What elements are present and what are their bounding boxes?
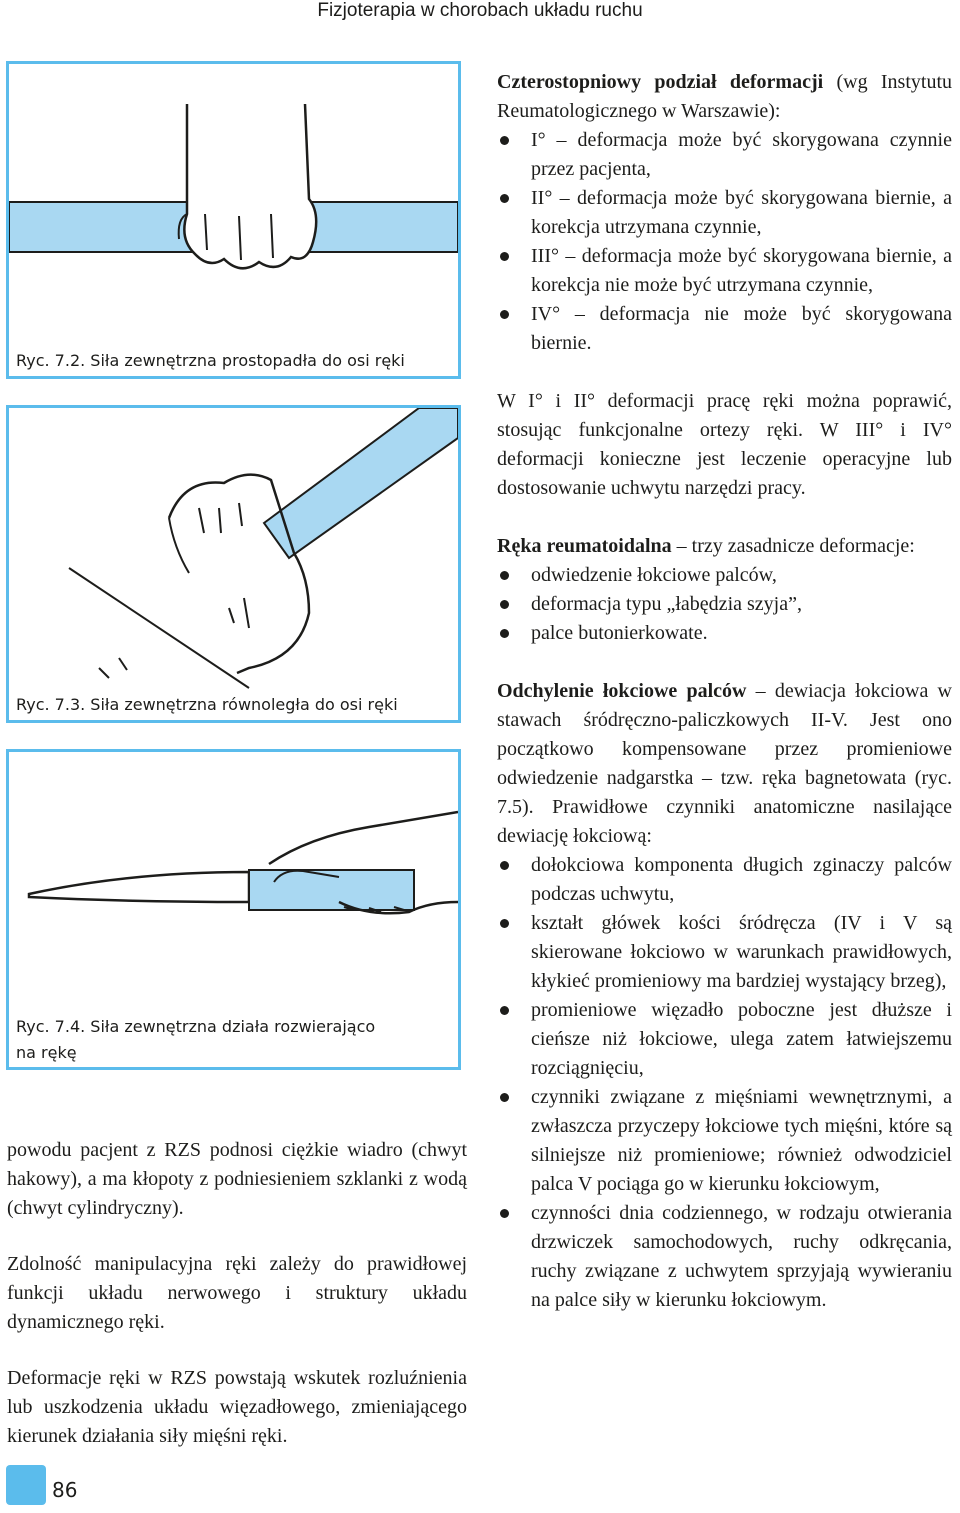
ulnar-deviation-text: – dewiacja łokciowa w stawach śródręczno-paliczkowych II-V. Jest ono początkowo kompensowane przez promieniowe odwiedzenie nadgarstka – tzw. ręka bagnetowata (ryc. 7.5). Prawidłowe czynniki anatomiczne nasilające dewiację łokciową: — [497, 680, 952, 847]
page-number: 86 — [52, 1478, 78, 1502]
ulnar-deviation-heading: Odchylenie łokciowe palców — [497, 680, 747, 702]
list-item: I° – deformacja może być skorygowana czynnie przez pacjenta, — [497, 126, 952, 184]
list-item: promieniowe więzadło poboczne jest dłuższe i cieńsze niż łokciowe, ulega zatem łatwiejszemu rozciągnięciu, — [497, 996, 952, 1083]
list-item: odwiedzenie łokciowe palców, — [497, 561, 952, 590]
running-header: Fizjoterapia w chorobach układu ruchu — [317, 0, 643, 21]
list-item: palce butonierkowate. — [497, 619, 952, 648]
paragraph-grip-example: powodu pacjent z RZS podnosi ciężkie wiadro (chwyt hakowy), a ma kłopoty z podniesieniem szklanki z wodą (chwyt cylindryczny). — [7, 1139, 467, 1219]
list-item: czynności dnia codziennego, w rodzaju otwierania drzwiczek samochodowych, ruchy odkręcania, ruchy związane z uchwytem sprzyjają wywieraniu na palce siły w kierunku łokciowym. — [497, 1199, 952, 1315]
paragraph-orthoses: W I° i II° deformacji pracę ręki można poprawić, stosując funkcjonalne ortezy ręki. W III° i IV° deformacji konieczne jest leczenie operacyjne lub dostosowanie uchwytu narzędzi pracy. — [497, 390, 952, 499]
list-item: II° – deformacja może być skorygowana biernie, a korekcja utrzymana czynnie, — [497, 184, 952, 242]
list-item: IV° – deformacja nie może być skorygowana biernie. — [497, 300, 952, 358]
list-item: deformacja typu „łabędzia szyja”, — [497, 590, 952, 619]
figure-7-4-caption-line2: na rękę — [16, 1043, 77, 1062]
list-item: III° – deformacja może być skorygowana biernie, a korekcja nie może być utrzymana czynnie, — [497, 242, 952, 300]
list-item: czynniki związane z mięśniami wewnętrznymi, a zwłaszcza przyczepy łokciowe tych mięśni, które są silniejsze niż promieniowe; również odwodziciel palca V pociąga go w kierunku łokciowym, — [497, 1083, 952, 1199]
deformation-grades-list — [497, 126, 952, 358]
ulnar-deviation-paragraph — [497, 677, 952, 851]
rheumatoid-hand-rest: – trzy zasadnicze deformacje: — [671, 535, 915, 557]
figure-7-4-caption-line1: Ryc. 7.4. Siła zewnętrzna działa rozwierająco — [16, 1017, 376, 1036]
hand-perpendicular-illustration — [9, 64, 458, 376]
rheumatoid-hand-heading: Ręka reumatoidalna — [497, 535, 672, 557]
figure-7-4 — [6, 749, 461, 1070]
figure-7-3 — [6, 405, 461, 723]
bar-shape — [264, 408, 458, 558]
ulnar-deviation-factors-list — [497, 851, 952, 1315]
page-tab-marker — [6, 1465, 46, 1505]
figure-7-2 — [6, 61, 461, 379]
rheumatoid-deformations-list — [497, 561, 952, 648]
paragraph-manipulation: Zdolność manipulacyjna ręki zależy do prawidłowej funkcji układu nerwowego i struktury układu dynamicznego ręki. — [7, 1253, 467, 1333]
hand-parallel-illustration — [9, 408, 458, 720]
paragraph-deformation-cause: Deformacje ręki w RZS powstają wskutek rozluźnienia lub uszkodzenia układu więzadłowego, zmieniającego kierunek działania siły mięśni ręki. — [7, 1367, 467, 1447]
left-column — [7, 1136, 467, 1451]
list-item: dołokciowa komponenta długich zginaczy palców podczas uchwytu, — [497, 851, 952, 909]
figure-7-2-caption: Ryc. 7.2. Siła zewnętrzna prostopadła do osi ręki — [16, 351, 405, 370]
right-column — [497, 68, 952, 1315]
deformation-grades-source: (wg Instytutu Reumatologicznego w Warszawie): — [497, 71, 952, 122]
deformation-grades-heading: Czterostopniowy podział deformacji — [497, 71, 824, 93]
list-item: kształt główek kości śródręcza (IV i V są skierowane łokciowo w warunkach prawidłowych, kłykieć promieniowy ma bardziej wystający brzeg), — [497, 909, 952, 996]
figure-7-3-caption: Ryc. 7.3. Siła zewnętrzna równoległa do osi ręki — [16, 695, 398, 714]
deformation-grades-intro — [497, 68, 952, 126]
rheumatoid-hand-intro — [497, 532, 952, 561]
